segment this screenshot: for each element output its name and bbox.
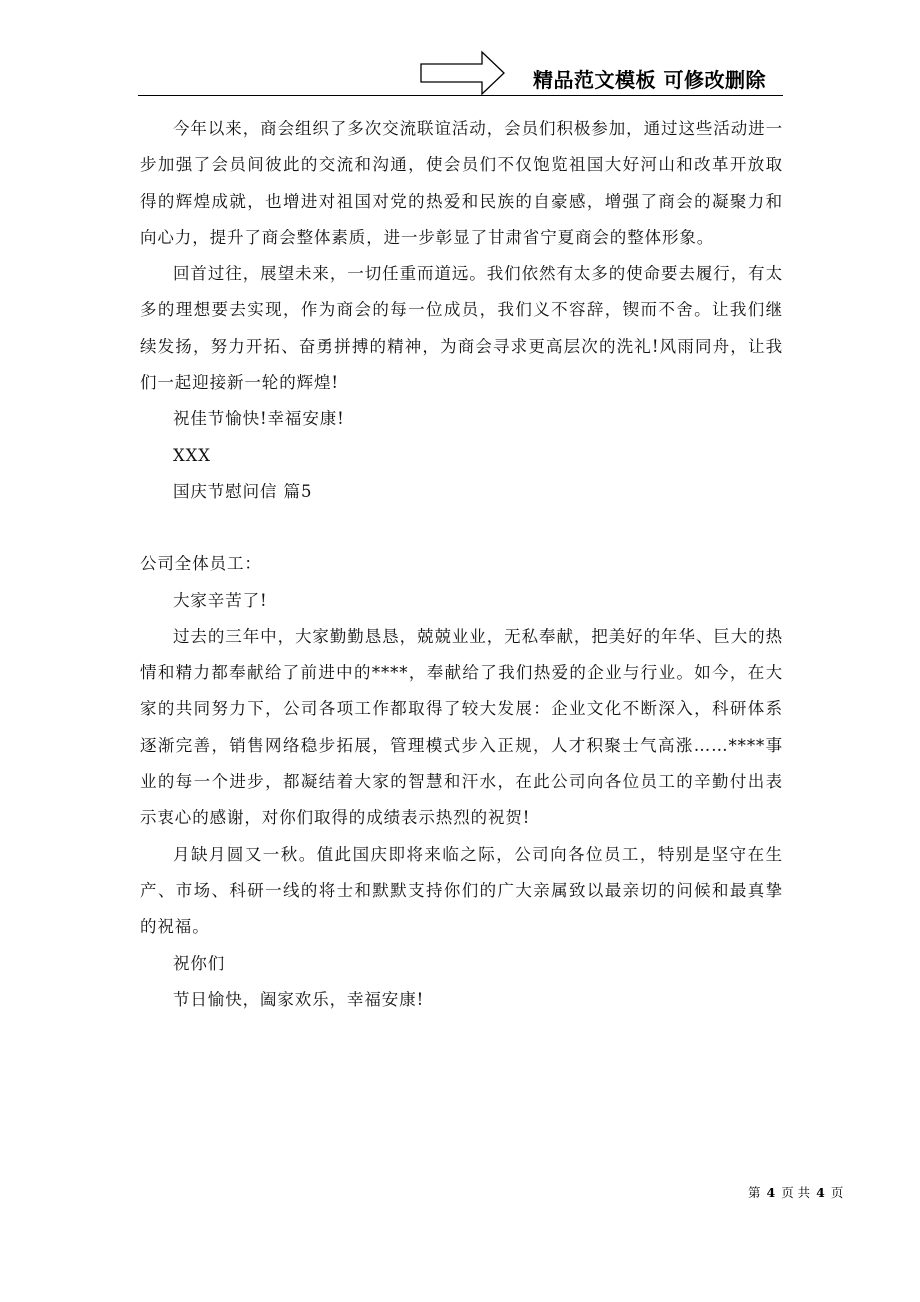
paragraph-chamber-activities: 今年以来，商会组织了多次交流联谊活动，会员们积极参加，通过这些活动进一步加强了会员间彼此的交流和沟通，使会员们不仅饱览祖国大好河山和改革开放取得的辉煌成就，也增进对祖国对党的热爱和民族的自豪感，增强了商会的凝聚力和向心力，提升了商会整体素质，进一步彰显了甘肃省宁夏商会的整体形象。 <box>140 119 783 247</box>
header-divider <box>138 95 783 96</box>
signature: XXX <box>173 445 211 465</box>
footer-suffix: 页 <box>830 1185 844 1200</box>
total-page-number: 4 <box>816 1185 825 1200</box>
page-footer <box>748 1183 843 1201</box>
header-title: 精品范文模板 可修改删除 <box>533 68 766 92</box>
footer-prefix: 第 <box>748 1185 761 1200</box>
arrow-right-icon <box>420 50 506 98</box>
document-body <box>140 111 783 1018</box>
paragraph-holiday-wish: 祝佳节愉快!幸福安康! <box>173 409 345 429</box>
paragraph-closing-wish: 节日愉快，阖家欢乐，幸福安康! <box>173 989 425 1009</box>
paragraph-national-day: 月缺月圆又一秋。值此国庆即将来临之际，公司向各位员工，特别是坚守在生产、市场、科研一线的将士和默默支持你们的广大亲属致以最亲切的问候和最真挚的祝福。 <box>140 844 783 937</box>
paragraph-looking-ahead: 回首过往，展望未来，一切任重而道远。我们依然有太多的使命要去履行，有太多的理想要去实现，作为商会的每一位成员，我们义不容辞，锲而不舍。让我们继续发扬，努力开拓、奋勇拼搏的精神，为商会寻求更高层次的洗礼!风雨同舟，让我们一起迎接新一轮的辉煌! <box>140 264 783 393</box>
salutation: 公司全体员工： <box>140 554 262 574</box>
footer-middle: 页 共 <box>781 1185 811 1200</box>
current-page-number: 4 <box>766 1185 776 1200</box>
blank-line <box>140 510 783 546</box>
paragraph-greeting: 大家辛苦了! <box>173 590 268 610</box>
section-title: 国庆节慰问信 篇5 <box>173 481 313 501</box>
paragraph-wish-you: 祝你们 <box>173 953 226 973</box>
paragraph-three-years: 过去的三年中，大家勤勤恳恳，兢兢业业，无私奉献，把美好的年华、巨大的热情和精力都奉献给了前进中的****，奉献给了我们热爱的企业与行业。如今，在大家的共同努力下，公司各项工作都取得了较大发展：企业文化不断深入，科研体系逐渐完善，销售网络稳步拓展，管理模式步入正规，人才积聚士气高涨……****事业的每一个进步，都凝结着大家的智慧和汗水，在此公司向各位员工的辛勤付出表示衷心的感谢，对你们取得的成绩表示热烈的祝贺! <box>140 626 783 828</box>
